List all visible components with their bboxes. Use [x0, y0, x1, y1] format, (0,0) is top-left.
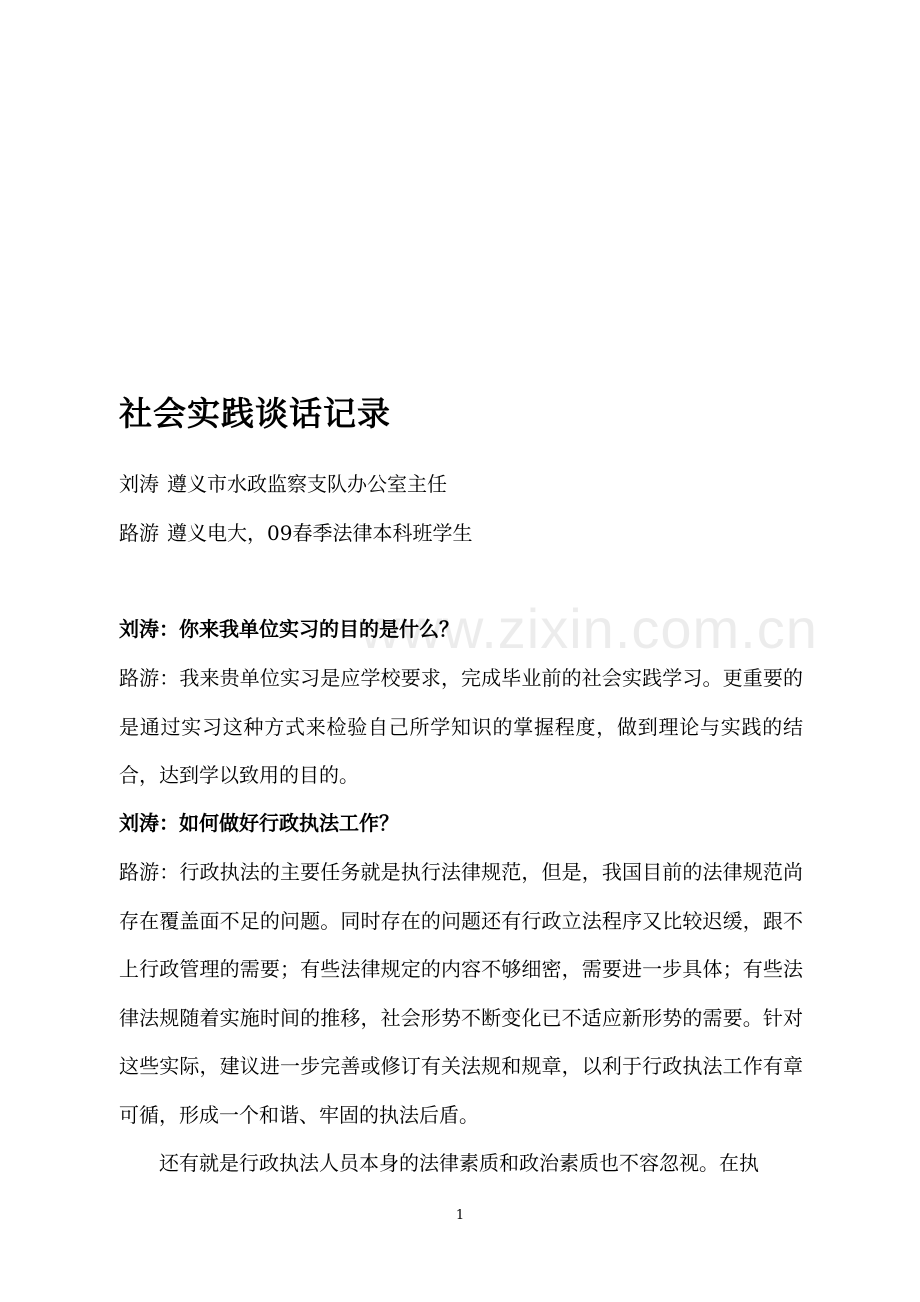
- participant-line-2: [119, 519, 472, 547]
- participant-name: 刘涛: [119, 472, 159, 496]
- page-number: 1: [455, 1208, 465, 1223]
- continuation-paragraph: 还有就是行政执法人员本身的法律素质和政治素质也不容忽视。在执: [159, 1151, 759, 1175]
- answer-2: 路游：行政执法的主要任务就是执行法律规范，但是，我国目前的法律规范尚存在覆盖面不足的问题。同时存在的问题还有行政立法程序又比较迟缓，跟不上行政管理的需要；有些法律规定的内容不够细密，需要进一步具体；有些法律法规随着实施时间的推移，社会形势不断变化已不适应新形势的需要。针对这些实际，建议进一步完善或修订有关法规和规章，以利于行政执法工作有章可循，形成一个和谐、牢固的执法后盾。: [119, 860, 803, 1127]
- document-title: 社会实践谈话记录: [119, 394, 391, 433]
- participant-role: 遵义市水政监察支队办公室主任: [167, 472, 447, 496]
- question-2: 刘涛：如何做好行政执法工作？: [119, 811, 399, 835]
- participant-line-1: [119, 470, 447, 498]
- participant-role: 遵义电大，09春季法律本科班学生: [167, 521, 473, 545]
- answer-1: 路游：我来贵单位实习是应学校要求，完成毕业前的社会实践学习。更重要的是通过实习这种方式来检验自己所学知识的掌握程度，做到理论与实践的结合，达到学以致用的目的。: [119, 666, 803, 787]
- question-1: 刘涛：你来我单位实习的目的是什么？: [119, 617, 459, 641]
- watermark: www.zixin.com.cn: [360, 597, 818, 660]
- participant-name: 路游: [119, 521, 159, 545]
